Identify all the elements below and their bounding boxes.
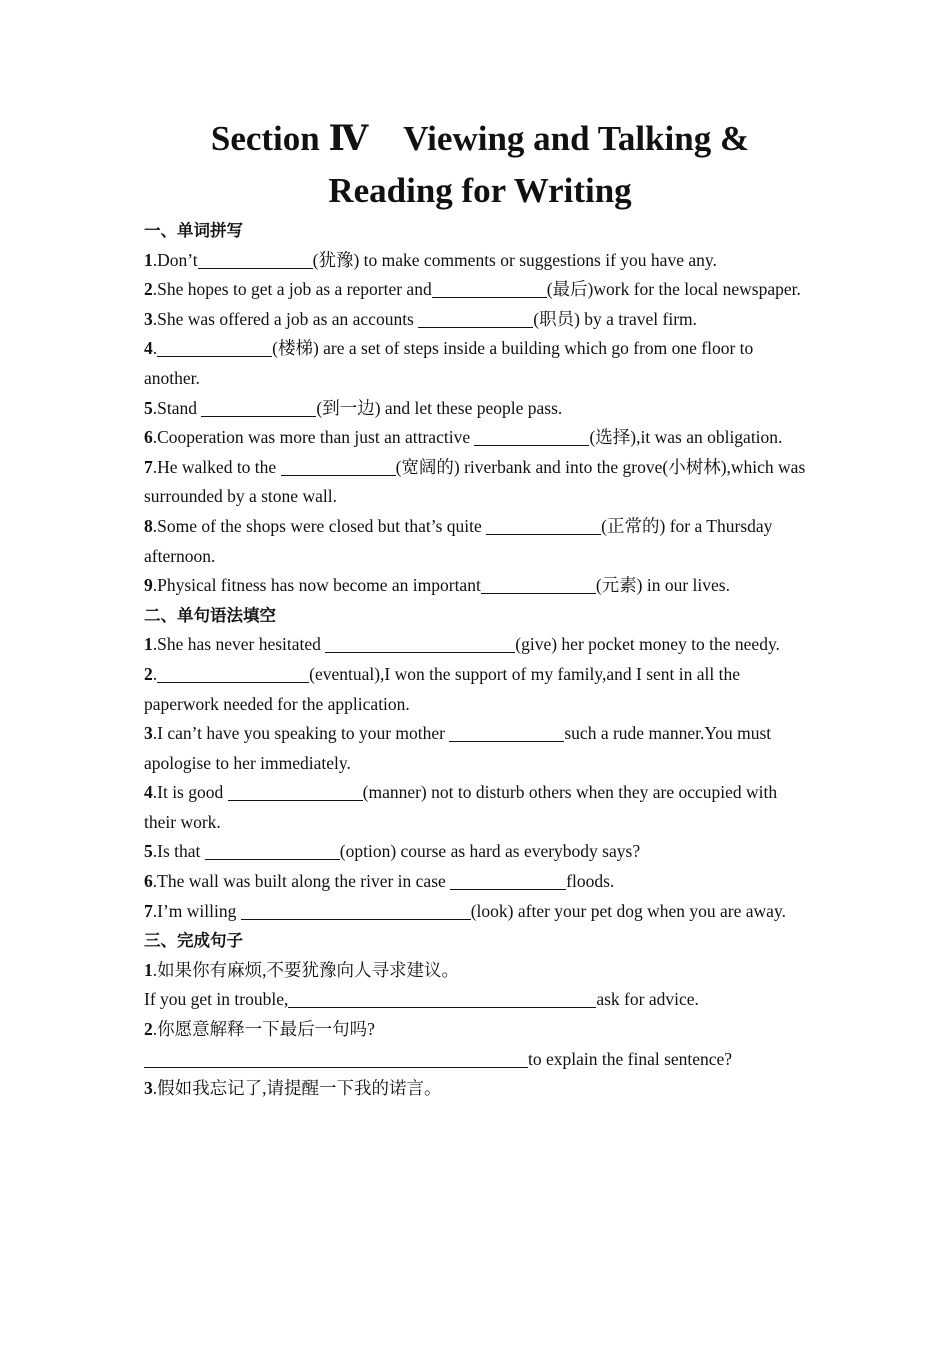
- question-text: (楼梯) are a set of steps inside a building which go from one floor to another.: [144, 338, 754, 388]
- answer-blank[interactable]: [281, 455, 396, 476]
- question-text: floods.: [566, 871, 615, 892]
- answer-blank[interactable]: [481, 573, 596, 594]
- question-prompt: .假如我忘记了,请提醒一下我的诺言。: [152, 1078, 442, 1099]
- question-item: [144, 778, 806, 837]
- answer-blank[interactable]: [288, 987, 596, 1008]
- question-text: (正常的) for a Thursday afternoon.: [144, 515, 773, 566]
- question-number: 1: [144, 959, 153, 980]
- answer-line: [144, 985, 806, 1015]
- answer-blank[interactable]: [157, 662, 309, 683]
- question-number: 2: [144, 279, 153, 300]
- question-prompt: .如果你有麻烦,不要犹豫向人寻求建议。: [152, 959, 459, 980]
- page-subtitle: Reading for Writing: [328, 171, 632, 210]
- question-item: [144, 1074, 806, 1104]
- question-text: (宽阔的) riverbank and into the grove(小树林),which was surrounded by a stone wall.: [144, 456, 806, 507]
- question-item: [144, 1015, 806, 1045]
- question-number: 3: [144, 1078, 153, 1099]
- question-text: .Physical fitness has now become an important: [152, 575, 481, 596]
- question-text: .He walked to the: [152, 456, 281, 477]
- answer-blank[interactable]: [157, 336, 272, 357]
- answer-blank[interactable]: [418, 307, 533, 328]
- page-title: Section Ⅳ Viewing and Talking &: [210, 119, 750, 158]
- question-text: (职员) by a travel firm.: [533, 308, 698, 329]
- question-text: (option) course as hard as everybody says?: [339, 841, 641, 862]
- question-text: (元素) in our lives.: [595, 575, 730, 596]
- question-item: [144, 660, 806, 719]
- question-text: such a rude manner.You must apologise to her immediately.: [144, 723, 772, 773]
- question-text: (犹豫) to make comments or suggestions if you have any.: [312, 249, 717, 270]
- question-number: 5: [144, 397, 153, 418]
- answer-blank[interactable]: [474, 425, 589, 446]
- question-item: [144, 571, 806, 601]
- question-text: .Is that: [152, 841, 205, 862]
- answer-blank[interactable]: [144, 1047, 528, 1068]
- question-number: 6: [144, 427, 153, 448]
- question-item: [144, 719, 806, 778]
- question-number: 3: [144, 308, 153, 329]
- question-item: [144, 837, 806, 867]
- question-text: .Stand: [152, 397, 202, 418]
- question-number: 4: [144, 782, 153, 803]
- question-number: 7: [144, 900, 153, 921]
- answer-blank[interactable]: [228, 780, 363, 801]
- question-item: [144, 334, 806, 393]
- question-text: .: [152, 338, 158, 359]
- answer-blank[interactable]: [486, 514, 601, 535]
- answer-text: ask for advice.: [596, 989, 699, 1010]
- question-number: 8: [144, 515, 153, 536]
- answer-blank[interactable]: [241, 899, 471, 920]
- question-text: .She hopes to get a job as a reporter and: [152, 279, 432, 300]
- answer-blank[interactable]: [325, 632, 515, 653]
- question-text: (give) her pocket money to the needy.: [515, 634, 780, 655]
- question-number: 5: [144, 841, 153, 862]
- question-text: .: [152, 663, 158, 684]
- answer-blank[interactable]: [432, 277, 547, 298]
- question-item: [144, 305, 806, 335]
- question-item: [144, 897, 806, 927]
- question-number: 3: [144, 723, 153, 744]
- question-text: .Cooperation was more than just an attractive: [152, 427, 475, 448]
- answer-blank[interactable]: [450, 869, 566, 890]
- question-number: 2: [144, 663, 153, 684]
- answer-blank[interactable]: [205, 839, 340, 860]
- question-text: (选择),it was an obligation.: [589, 427, 783, 448]
- answer-blank[interactable]: [201, 396, 316, 417]
- section-heading: 一、单词拼写: [144, 221, 243, 240]
- question-item: [144, 512, 806, 571]
- worksheet-content: [144, 216, 806, 1104]
- question-text: .I can’t have you speaking to your mother: [152, 723, 450, 744]
- question-text: (最后)work for the local newspaper.: [546, 279, 801, 300]
- question-item: [144, 423, 806, 453]
- question-item: [144, 394, 806, 424]
- question-item: [144, 956, 806, 986]
- question-text: (eventual),I won the support of my family,and I sent in all the paperwork needed for the application.: [144, 663, 741, 714]
- answer-text: to explain the final sentence?: [528, 1048, 733, 1069]
- question-item: [144, 275, 806, 305]
- section-heading: 二、单句语法填空: [144, 605, 276, 625]
- answer-blank[interactable]: [198, 248, 313, 269]
- question-text: (到一边) and let these people pass.: [316, 397, 563, 418]
- answer-line: [144, 1045, 806, 1075]
- question-number: 4: [144, 338, 153, 359]
- question-text: .Some of the shops were closed but that’s quite: [152, 515, 487, 536]
- question-item: [144, 630, 806, 660]
- question-item: [144, 453, 806, 512]
- question-item: [144, 867, 806, 897]
- question-number: 7: [144, 456, 153, 477]
- answer-blank[interactable]: [449, 721, 564, 742]
- question-item: [144, 246, 806, 276]
- question-number: 2: [144, 1019, 153, 1040]
- question-text: .I’m willing: [152, 900, 241, 921]
- question-prompt: .你愿意解释一下最后一句吗?: [152, 1019, 375, 1040]
- answer-text: If you get in trouble,: [144, 989, 289, 1010]
- question-number: 9: [144, 575, 153, 596]
- question-number: 6: [144, 871, 153, 892]
- question-text: (manner) not to disturb others when they are occupied with their work.: [144, 782, 778, 832]
- question-number: 1: [144, 634, 153, 655]
- question-text: .The wall was built along the river in case: [152, 871, 451, 892]
- question-text: .She was offered a job as an accounts: [152, 308, 419, 329]
- question-text: (look) after your pet dog when you are away.: [470, 900, 786, 921]
- section-heading: 三、完成句子: [144, 931, 243, 951]
- question-text: .Don’t: [152, 249, 198, 270]
- question-text: .She has never hesitated: [152, 634, 326, 655]
- question-text: .It is good: [152, 782, 228, 803]
- question-number: 1: [144, 249, 153, 270]
